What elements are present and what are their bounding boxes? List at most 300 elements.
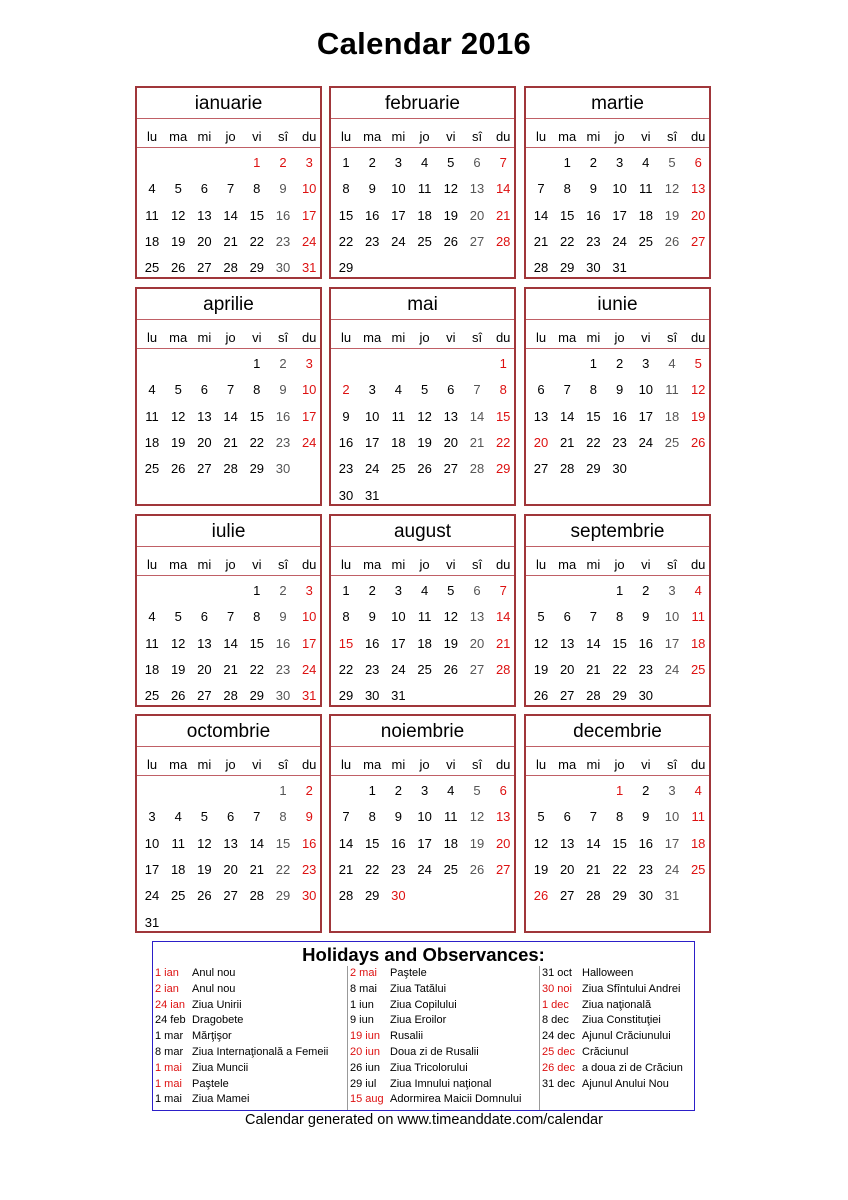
day-cell: 6: [473, 583, 481, 598]
day-cell: 2: [305, 783, 313, 798]
weekday-header: lu: [340, 330, 352, 345]
day-cell: 5: [537, 809, 545, 825]
day-cell: 5: [473, 783, 481, 798]
weekday-header: mi: [197, 757, 212, 772]
holiday-date: 31 dec: [542, 1077, 576, 1090]
holiday-name: Rusalii: [390, 1030, 424, 1043]
day-cell: 3: [394, 583, 402, 598]
month-ianuarie: [135, 86, 322, 279]
day-cell: 28: [249, 888, 265, 904]
holiday-date: 2 ian: [155, 982, 179, 995]
holiday-name: Doua zi de Rusalii: [390, 1046, 479, 1058]
weekday-header: vi: [446, 757, 456, 772]
day-cell: 28: [223, 260, 238, 276]
day-cell: 4: [148, 609, 156, 625]
weekday-header: sî: [277, 330, 289, 345]
weekday-header: lu: [535, 557, 547, 572]
holiday-row: [542, 1029, 671, 1043]
footer-credit: Calendar generated on www.timeanddate.com/calendar: [245, 1112, 603, 1128]
holiday-name: Ajunul Crăciunului: [582, 1030, 671, 1043]
day-cell: 11: [171, 835, 185, 851]
weekday-header: ma: [558, 330, 577, 345]
day-cell: 10: [144, 835, 160, 851]
day-cell: 22: [338, 661, 354, 677]
day-cell: 28: [338, 888, 354, 904]
holiday-date: 26 dec: [542, 1061, 576, 1074]
holiday-date: 1 mar: [155, 1030, 184, 1043]
day-cell: 31: [144, 914, 160, 930]
weekday-header: mi: [197, 330, 212, 345]
day-cell: 2: [368, 155, 376, 170]
day-cell: 28: [533, 260, 549, 276]
day-cell: 23: [301, 861, 317, 877]
day-cell: 23: [338, 461, 354, 477]
holiday-row: [155, 966, 236, 980]
header-divider: [137, 575, 320, 576]
weekday-header: lu: [340, 129, 352, 144]
day-cell: 28: [223, 688, 238, 704]
day-cell: 13: [559, 835, 575, 851]
day-cell: 2: [615, 356, 624, 371]
day-cell: 12: [170, 408, 186, 424]
day-cell: 19: [690, 408, 706, 424]
month-iunie: [524, 287, 711, 506]
day-cell: 29: [249, 461, 265, 477]
month-octombrie: [135, 714, 322, 933]
day-cell: 1: [589, 356, 597, 371]
day-cell: 1: [342, 583, 350, 598]
weekday-header: mi: [586, 330, 601, 345]
day-cell: 16: [364, 635, 380, 651]
holiday-date: 25 dec: [542, 1046, 576, 1058]
day-cell: 5: [537, 609, 545, 625]
month-august: [329, 514, 516, 707]
header-divider: [331, 147, 514, 148]
weekday-header: vi: [252, 557, 262, 572]
weekday-header: mi: [586, 557, 601, 572]
day-cell: 30: [301, 888, 317, 904]
day-cell: 21: [586, 861, 601, 877]
weekday-header: vi: [446, 557, 456, 572]
day-cell: 19: [170, 434, 186, 450]
day-cell: 8: [615, 609, 624, 625]
header-divider: [137, 348, 320, 349]
day-cell: 24: [391, 233, 406, 249]
holiday-row: [542, 982, 681, 996]
day-cell: 19: [664, 207, 680, 223]
day-cell: 22: [249, 661, 265, 677]
weekday-header: vi: [641, 330, 651, 345]
day-cell: 20: [559, 661, 575, 677]
holiday-name: Ziua Tricolorului: [390, 1061, 468, 1074]
day-cell: 9: [394, 809, 402, 825]
day-cell: 24: [301, 661, 317, 677]
day-cell: 28: [586, 888, 601, 904]
day-cell: 13: [469, 181, 485, 197]
day-cell: 18: [664, 408, 680, 424]
day-cell: 12: [197, 835, 212, 851]
day-cell: 3: [305, 583, 313, 598]
day-cell: 4: [668, 356, 676, 371]
day-cell: 25: [690, 861, 706, 877]
day-cell: 7: [342, 809, 350, 825]
page-title: Calendar 2016: [316, 26, 532, 61]
holiday-row: [350, 982, 447, 996]
day-cell: 18: [144, 661, 160, 677]
day-cell: 20: [469, 207, 485, 223]
day-cell: 22: [559, 233, 575, 249]
day-cell: 27: [469, 661, 485, 677]
day-cell: 15: [338, 635, 354, 651]
day-cell: 10: [417, 809, 432, 825]
holiday-date: 24 feb: [155, 1014, 186, 1027]
day-cell: 6: [200, 609, 208, 625]
day-cell: 19: [533, 661, 549, 677]
day-cell: 3: [668, 583, 676, 598]
day-cell: 15: [495, 408, 511, 424]
day-cell: 16: [364, 207, 380, 223]
weekday-header: du: [690, 557, 706, 572]
day-cell: 22: [275, 861, 291, 877]
holiday-name: Adormirea Maicii Domnului: [390, 1093, 522, 1106]
holiday-name: Ziua Muncii: [192, 1061, 249, 1074]
weekday-header: ma: [558, 757, 577, 772]
day-cell: 27: [197, 260, 212, 276]
day-cell: 9: [305, 809, 313, 825]
day-cell: 7: [473, 382, 481, 398]
weekday-header: sî: [471, 757, 483, 772]
header-divider: [137, 147, 320, 148]
day-cell: 14: [586, 835, 601, 851]
holiday-date: 1 mai: [155, 1077, 182, 1090]
weekday-header: ma: [169, 330, 188, 345]
weekday-header: sî: [666, 129, 678, 144]
weekday-header: vi: [446, 330, 456, 345]
day-cell: 2: [279, 356, 287, 371]
day-cell: 3: [668, 783, 676, 798]
day-cell: 22: [612, 861, 627, 877]
weekday-header: lu: [340, 757, 352, 772]
weekday-header: jo: [419, 330, 430, 345]
holidays-column: [347, 966, 539, 1110]
day-cell: 12: [664, 181, 680, 197]
day-cell: 17: [301, 408, 317, 424]
weekday-header: jo: [419, 557, 430, 572]
holiday-row: [155, 1013, 244, 1027]
weekday-header: lu: [146, 129, 158, 144]
holidays-column: [539, 966, 694, 1110]
day-cell: 24: [301, 233, 317, 249]
holiday-row: [350, 1013, 447, 1027]
holiday-name: Ziua Constituţiei: [582, 1014, 661, 1027]
day-cell: 29: [495, 461, 511, 477]
day-cell: 26: [533, 688, 549, 704]
weekday-header: jo: [419, 129, 430, 144]
day-cell: 25: [391, 461, 406, 477]
day-cell: 16: [275, 635, 291, 651]
holiday-date: 26 iun: [350, 1061, 380, 1074]
day-cell: 22: [249, 434, 265, 450]
day-cell: 5: [447, 583, 455, 598]
day-cell: 17: [612, 207, 627, 223]
weekday-header: vi: [252, 757, 262, 772]
holiday-date: 29 iul: [350, 1077, 377, 1090]
holiday-row: [350, 998, 457, 1012]
day-cell: 14: [223, 635, 238, 651]
weekday-header: sî: [471, 129, 483, 144]
day-cell: 18: [443, 835, 459, 851]
day-cell: 8: [342, 609, 350, 625]
day-cell: 10: [301, 181, 317, 197]
day-cell: 25: [690, 661, 706, 677]
holiday-name: Ziua naţională: [582, 998, 652, 1011]
day-cell: 12: [443, 181, 459, 197]
day-cell: 8: [368, 809, 376, 825]
day-cell: 31: [391, 688, 406, 704]
day-cell: 14: [223, 408, 238, 424]
day-cell: 10: [301, 382, 317, 398]
day-cell: 31: [301, 260, 317, 276]
day-cell: 10: [664, 809, 680, 825]
day-cell: 12: [443, 609, 459, 625]
day-cell: 25: [417, 661, 432, 677]
weekday-header: vi: [641, 757, 651, 772]
day-cell: 4: [394, 382, 402, 398]
weekday-header: du: [301, 757, 317, 772]
day-cell: 22: [612, 661, 627, 677]
day-cell: 18: [690, 635, 706, 651]
day-cell: 4: [174, 809, 182, 825]
holiday-row: [155, 1061, 249, 1075]
day-cell: 1: [279, 783, 287, 798]
day-cell: 26: [533, 888, 549, 904]
day-cell: 18: [170, 861, 186, 877]
weekday-header: du: [690, 757, 706, 772]
day-cell: 1: [368, 783, 376, 798]
weekday-header: vi: [446, 129, 456, 144]
day-cell: 4: [447, 783, 455, 798]
day-cell: 24: [391, 661, 406, 677]
holiday-row: [542, 1045, 629, 1059]
day-cell: 18: [690, 835, 706, 851]
day-cell: 7: [226, 382, 235, 398]
day-cell: 29: [249, 260, 265, 276]
day-cell: 26: [417, 461, 432, 477]
day-cell: 15: [559, 207, 575, 223]
day-cell: 24: [664, 661, 680, 677]
day-cell: 27: [197, 461, 212, 477]
header-divider: [526, 775, 709, 776]
weekday-header: du: [495, 557, 511, 572]
day-cell: 7: [563, 382, 571, 398]
weekday-header: ma: [558, 129, 577, 144]
day-cell: 28: [495, 661, 511, 677]
day-cell: 26: [443, 661, 459, 677]
day-cell: 5: [200, 809, 208, 825]
day-cell: 9: [368, 181, 376, 197]
day-cell: 11: [145, 408, 159, 424]
day-cell: 26: [664, 233, 680, 249]
day-cell: 16: [301, 835, 317, 851]
holiday-date: 1 iun: [350, 998, 374, 1011]
day-cell: 29: [586, 461, 601, 477]
day-cell: 14: [249, 835, 265, 851]
holiday-row: [542, 966, 634, 980]
day-cell: 4: [642, 155, 650, 170]
header-divider: [526, 575, 709, 576]
weekday-header: du: [301, 557, 317, 572]
day-cell: 3: [420, 783, 429, 798]
header-divider: [526, 147, 709, 148]
weekday-header: du: [495, 330, 511, 345]
day-cell: 21: [495, 635, 511, 651]
day-cell: 6: [447, 382, 455, 398]
day-cell: 10: [391, 181, 406, 197]
holiday-row: [155, 1092, 250, 1106]
day-cell: 15: [249, 635, 265, 651]
day-cell: 13: [223, 835, 238, 851]
weekday-header: jo: [225, 757, 236, 772]
day-cell: 27: [690, 233, 706, 249]
day-cell: 13: [197, 635, 212, 651]
weekday-header: jo: [225, 330, 236, 345]
weekday-header: jo: [614, 757, 625, 772]
day-cell: 21: [559, 434, 575, 450]
day-cell: 2: [642, 583, 650, 598]
day-cell: 9: [642, 809, 650, 825]
day-cell: 1: [253, 155, 261, 170]
day-cell: 29: [612, 888, 627, 904]
day-cell: 16: [612, 408, 627, 424]
day-cell: 9: [368, 609, 376, 625]
day-cell: 31: [612, 260, 627, 276]
day-cell: 10: [612, 181, 627, 197]
holiday-name: Ziua Eroilor: [390, 1014, 447, 1027]
day-cell: 18: [391, 434, 406, 450]
day-cell: 5: [420, 382, 429, 398]
day-cell: 11: [691, 609, 705, 625]
holiday-date: 30 noi: [542, 982, 572, 995]
day-cell: 28: [469, 461, 485, 477]
day-cell: 20: [533, 434, 549, 450]
day-cell: 2: [279, 155, 287, 170]
weekday-header: mi: [391, 129, 406, 144]
day-cell: 1: [253, 356, 261, 371]
day-cell: 12: [417, 408, 432, 424]
month-name: mai: [331, 289, 514, 320]
holiday-date: 1 mai: [155, 1061, 182, 1074]
day-cell: 11: [145, 635, 159, 651]
day-cell: 18: [417, 207, 432, 223]
holiday-name: Ziua Copilului: [390, 998, 457, 1011]
day-cell: 14: [586, 635, 601, 651]
weekday-header: lu: [535, 757, 547, 772]
holiday-row: [542, 1077, 669, 1091]
day-cell: 11: [691, 809, 705, 825]
holiday-row: [542, 1061, 683, 1075]
day-cell: 2: [279, 583, 287, 598]
holiday-row: [350, 966, 427, 980]
header-divider: [137, 775, 320, 776]
weekday-header: du: [495, 757, 511, 772]
day-cell: 12: [469, 809, 485, 825]
day-cell: 2: [589, 155, 597, 170]
day-cell: 26: [690, 434, 706, 450]
day-cell: 28: [586, 688, 601, 704]
day-cell: 23: [275, 233, 291, 249]
day-cell: 15: [364, 835, 380, 851]
day-cell: 18: [144, 233, 160, 249]
month-name: octombrie: [137, 716, 320, 747]
holiday-name: Mărţişor: [192, 1030, 232, 1043]
day-cell: 30: [275, 688, 291, 704]
day-cell: 13: [443, 408, 459, 424]
day-cell: 3: [394, 155, 402, 170]
day-cell: 20: [197, 661, 212, 677]
day-cell: 1: [342, 155, 350, 170]
month-aprilie: [135, 287, 322, 506]
day-cell: 18: [417, 635, 432, 651]
day-cell: 25: [144, 461, 160, 477]
day-cell: 9: [279, 181, 287, 197]
weekday-header: vi: [252, 330, 262, 345]
weekday-header: mi: [391, 757, 406, 772]
weekday-header: vi: [641, 129, 651, 144]
day-cell: 6: [499, 783, 507, 798]
day-cell: 2: [642, 783, 650, 798]
day-cell: 6: [473, 155, 481, 170]
day-cell: 9: [615, 382, 624, 398]
day-cell: 4: [420, 583, 429, 598]
day-cell: 11: [417, 609, 432, 625]
day-cell: 5: [174, 181, 182, 197]
day-cell: 3: [368, 382, 376, 398]
day-cell: 8: [563, 181, 571, 197]
day-cell: 27: [559, 888, 575, 904]
day-cell: 13: [495, 809, 511, 825]
day-cell: 30: [275, 260, 291, 276]
day-cell: 24: [417, 861, 432, 877]
day-cell: 12: [170, 207, 186, 223]
day-cell: 26: [469, 861, 485, 877]
month-martie: [524, 86, 711, 279]
day-cell: 27: [533, 461, 549, 477]
day-cell: 15: [275, 835, 291, 851]
day-cell: 30: [364, 688, 380, 704]
day-cell: 13: [197, 207, 212, 223]
day-cell: 21: [223, 233, 238, 249]
holiday-name: Ziua Tatălui: [390, 982, 447, 995]
month-name: iunie: [526, 289, 709, 320]
day-cell: 7: [499, 155, 507, 170]
header-divider: [331, 775, 514, 776]
month-februarie: [329, 86, 516, 279]
weekday-header: ma: [363, 557, 382, 572]
day-cell: 11: [639, 181, 653, 197]
holiday-name: a doua zi de Crăciun: [582, 1061, 683, 1074]
day-cell: 19: [170, 661, 186, 677]
day-cell: 23: [638, 861, 654, 877]
day-cell: 17: [391, 207, 406, 223]
day-cell: 20: [469, 635, 485, 651]
month-mai: [329, 287, 516, 506]
day-cell: 6: [563, 809, 571, 825]
holiday-date: 19 iun: [350, 1030, 380, 1043]
day-cell: 3: [148, 809, 156, 825]
day-cell: 11: [145, 207, 159, 223]
day-cell: 29: [275, 888, 291, 904]
holidays-title: Holidays and Observances:: [302, 944, 545, 965]
